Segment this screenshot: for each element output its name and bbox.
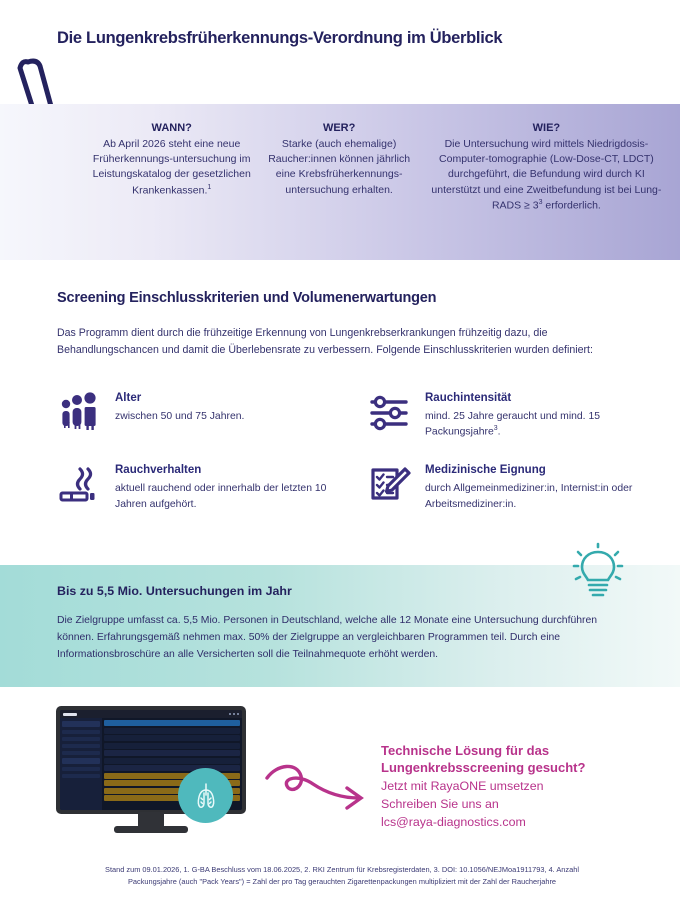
overview-column-wer [259, 122, 418, 260]
page-title: Die Lungenkrebsfrüherkennungs-Verordnung im Überblick [57, 29, 503, 47]
cta-block [381, 742, 671, 830]
overview-text-value: Die Untersuchung wird mittels Niedrigdosis-Computer-tomographie (Low-Dose-CT, LDCT) durchgeführt, die Befundung wird durch KI unterstützt und eine Zweitbefundung ist bei Lung-RADS ≥ 3 [431, 138, 662, 212]
cta-line-3: Jetzt mit RayaONE umsetzen [381, 778, 544, 793]
criteria-description-value: mind. 25 Jahre geraucht und mind. 15 Packungsjahre [425, 411, 601, 438]
criteria-grid [57, 390, 643, 512]
table-row [104, 758, 240, 764]
criteria-item-medizinische-eignung [367, 462, 643, 512]
criteria-heading: Rauchintensität [425, 392, 512, 404]
table-row [104, 743, 240, 749]
footnote-marker: 3 [493, 425, 498, 433]
table-row [104, 728, 240, 734]
footnote-marker: 3 [538, 198, 543, 206]
table-row [104, 750, 240, 756]
criteria-heading: Alter [115, 392, 142, 404]
criteria-text-block [115, 462, 333, 512]
lungs-icon [178, 768, 233, 823]
footnotes [64, 864, 620, 888]
criteria-description: durch Allgemeinmediziner:in, Internist:in oder Arbeitsmediziner:in. [425, 483, 633, 510]
criteria-description: zwischen 50 und 75 Jahren. [115, 411, 245, 422]
footnote-line-1: Stand zum 09.01.2026, 1. G-BA Beschluss vom 18.06.2025, 2. RKI Zentrum für Krebsregisterdaten, 3. DOI: 10.1056/NEJMoa1911793, 4. Anzahl [105, 865, 579, 874]
footnote-line-2: Packungsjahre (auch "Pack Years") = Zahl der pro Tag gerauchten Zigarettenpackungen multipliziert mit der Zahl der Raucherjahre [127, 876, 557, 886]
overview-text: Starke (auch ehemalige) Raucher:innen können jährlich eine Krebsfrüherkennungs-untersuchung erhalten. [268, 138, 411, 196]
cta-heading-line-2: Lungenkrebsscreening gesucht? [381, 760, 586, 776]
overview-text-suffix: erforderlich. [542, 199, 601, 212]
criteria-description: aktuell rauchend oder innerhalb der letzten 10 Jahren aufgehört. [115, 483, 327, 510]
table-row [104, 735, 240, 741]
criteria-heading: Medizinische Eignung [425, 464, 546, 477]
cta-email-link[interactable]: lcs@raya-diagnostics.com [381, 814, 526, 829]
topbar-icon [237, 713, 239, 715]
people-group-icon [57, 390, 103, 436]
table-row [104, 720, 240, 726]
overview-column-wann [92, 122, 251, 260]
sidebar-item [62, 730, 100, 734]
overview-text [92, 137, 251, 198]
criteria-section-intro: Das Programm dient durch die frühzeitige Erkennung von Lungenkrebserkrankungen frühzeitig dazu, die Behandlungschancen und damit die Überlebensrate zu verbessern. Folgende Einschlusskriterien wurden definiert: [57, 327, 593, 357]
criteria-text-block [115, 390, 244, 424]
criteria-heading: Rauchverhalten [115, 464, 202, 477]
checklist-pencil-icon [367, 462, 413, 508]
overview-text-value: Ab April 2026 steht eine neue Früherkennungs-untersuchung im Leistungskatalog der gesetzlichen Krankenkassen. [92, 138, 251, 197]
sidebar-item [62, 767, 100, 771]
overview-heading: WIE? [532, 122, 561, 134]
cigarette-icon [57, 462, 103, 508]
sidebar-item [62, 737, 100, 741]
dashboard-sidebar [60, 718, 102, 810]
volume-body: Die Zielgruppe umfasst ca. 5,5 Mio. Personen in Deutschland, welche alle 12 Monate eine Untersuchung durchführen können. Erfahrungsgemäß nehmen max. 50% der Zielgruppe an vergleichbaren Programmen teil. Durch eine Informationsbroschüre an alle Versicherten soll die Teilnahmequote erhöht werden. [57, 615, 598, 661]
lightbulb-icon [566, 542, 630, 604]
criteria-item-rauchverhalten [57, 462, 333, 512]
overview-text [427, 137, 666, 214]
criteria-item-alter [57, 390, 333, 440]
criteria-item-rauchintensitaet [367, 390, 643, 440]
criteria-description-suffix: . [497, 426, 501, 438]
overview-column-wie [427, 122, 666, 260]
topbar-icon [229, 713, 231, 715]
sidebar-item [62, 721, 100, 727]
table-row [104, 765, 240, 771]
overview-heading: WANN? [151, 122, 192, 134]
overview-columns [0, 104, 680, 260]
cta-line-4: Schreiben Sie uns an [381, 796, 499, 811]
cta-heading-line-1: Technische Lösung für das [381, 743, 550, 758]
dashboard-logo-icon [63, 713, 77, 716]
sliders-icon [367, 390, 413, 436]
sidebar-item [62, 758, 100, 764]
sidebar-item [62, 751, 100, 755]
curved-arrow-icon [255, 758, 377, 850]
dashboard-topbar-icons [229, 713, 239, 715]
criteria-text-block [425, 462, 643, 512]
footnote-marker: 1 [207, 183, 212, 191]
overview-heading: WER? [322, 122, 356, 134]
sidebar-item [62, 744, 100, 748]
criteria-text-block [425, 390, 643, 440]
volume-title: Bis zu 5,5 Mio. Untersuchungen im Jahr [57, 584, 292, 598]
sidebar-item [62, 774, 100, 778]
dashboard-topbar [60, 710, 242, 718]
monitor-stand-base [114, 826, 188, 833]
criteria-description [425, 409, 643, 440]
criteria-section-title: Screening Einschlusskriterien und Volumenerwartungen [57, 290, 437, 306]
topbar-icon [233, 713, 235, 715]
